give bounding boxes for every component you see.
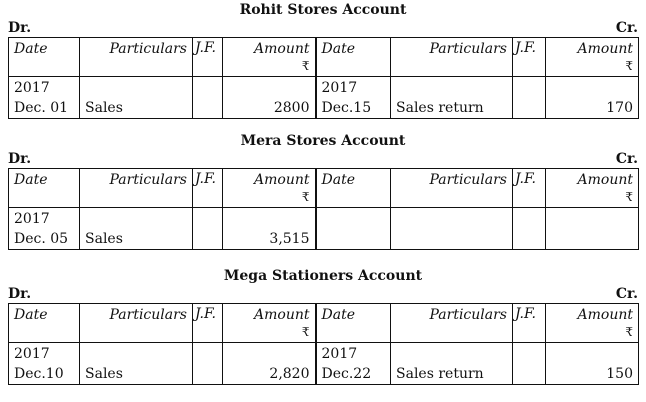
debit-label: Dr. [8,286,32,302]
debit-jf [193,77,223,119]
debit-label: Dr. [8,20,32,36]
credit-amount: 170 [546,77,639,119]
credit-particulars: Sales return [391,343,513,385]
col-jf-header: J.F. [513,304,546,343]
header-row [9,169,639,208]
col-amount-header: Amount ₹ [546,304,639,343]
col-date-header: Date [316,304,391,343]
debit-particulars: Sales [80,77,193,119]
col-jf-header: J.F. [193,38,223,77]
credit-date: 2017 Dec.22 [316,343,391,385]
credit-amount: 150 [546,343,639,385]
col-amount-header: Amount ₹ [223,38,316,77]
col-date-header: Date [9,304,80,343]
col-amount-header: Amount ₹ [223,304,316,343]
col-particulars-header: Particulars [80,304,193,343]
dr-cr-row [8,150,638,168]
col-amount-header: Amount ₹ [546,38,639,77]
account-title: Rohit Stores Account [239,2,407,18]
debit-amount: 2800 [223,77,316,119]
col-date-header: Date [316,38,391,77]
credit-amount [546,208,639,250]
debit-particulars: Sales [80,343,193,385]
col-particulars-header: Particulars [80,169,193,208]
credit-jf [513,208,546,250]
col-jf-header: J.F. [193,169,223,208]
table-row [9,343,639,385]
debit-date: 2017 Dec. 01 [9,77,80,119]
ledger-account [8,1,638,119]
credit-date: 2017 Dec.15 [316,77,391,119]
credit-particulars [391,208,513,250]
col-particulars-header: Particulars [80,38,193,77]
ledger-account [8,267,638,385]
header-row [9,38,639,77]
col-jf-header: J.F. [513,38,546,77]
col-jf-header: J.F. [193,304,223,343]
account-title: Mega Stationers Account [223,268,423,284]
col-date-header: Date [9,38,80,77]
ledger-table [8,303,639,385]
credit-label: Cr. [615,20,638,36]
ledger-account [8,132,638,250]
debit-jf [193,343,223,385]
ledger-table [8,168,639,250]
debit-date: 2017 Dec.10 [9,343,80,385]
debit-jf [193,208,223,250]
credit-label: Cr. [615,286,638,302]
header-row [9,304,639,343]
table-row [9,77,639,119]
col-amount-header: Amount ₹ [223,169,316,208]
debit-particulars: Sales [80,208,193,250]
debit-amount: 2,820 [223,343,316,385]
debit-date: 2017 Dec. 05 [9,208,80,250]
ledger-table [8,37,639,119]
debit-label: Dr. [8,151,32,167]
credit-particulars: Sales return [391,77,513,119]
col-particulars-header: Particulars [391,304,513,343]
col-date-header: Date [9,169,80,208]
debit-amount: 3,515 [223,208,316,250]
col-particulars-header: Particulars [391,169,513,208]
table-row [9,208,639,250]
col-amount-header: Amount ₹ [546,169,639,208]
credit-label: Cr. [615,151,638,167]
dr-cr-row [8,19,638,37]
col-date-header: Date [316,169,391,208]
col-jf-header: J.F. [513,169,546,208]
credit-date [316,208,391,250]
account-title: Mera Stores Account [240,133,406,149]
credit-jf [513,343,546,385]
col-particulars-header: Particulars [391,38,513,77]
credit-jf [513,77,546,119]
dr-cr-row [8,285,638,303]
